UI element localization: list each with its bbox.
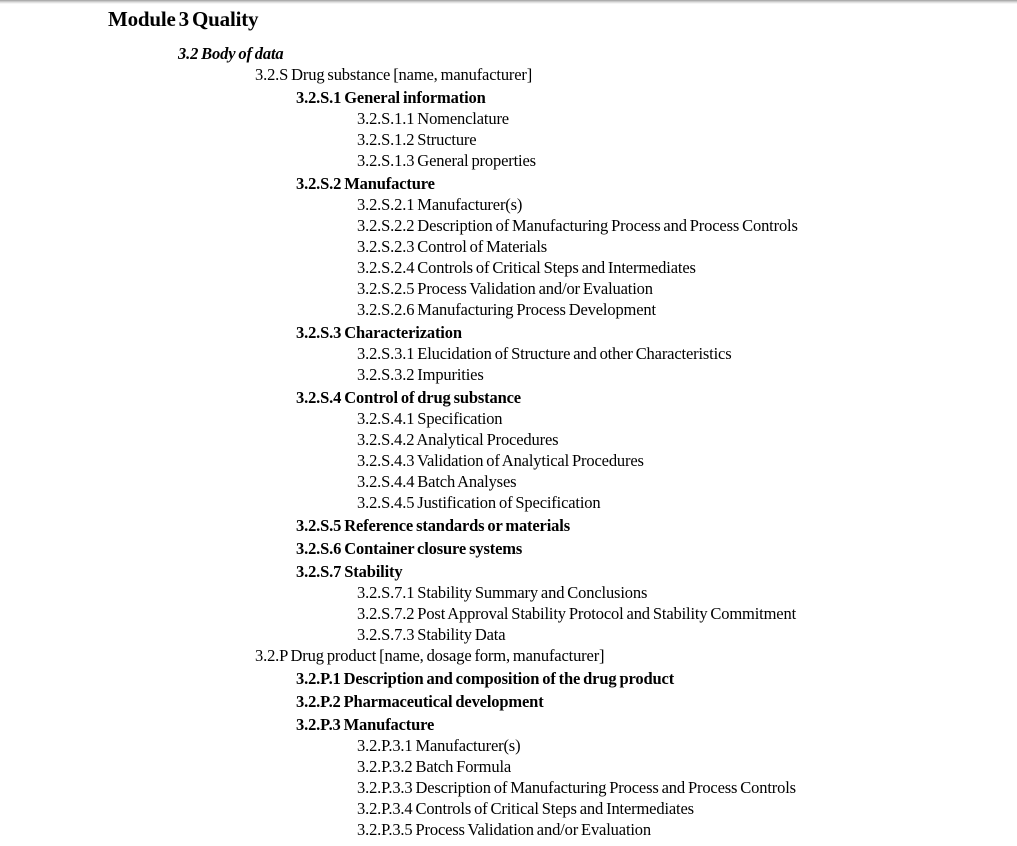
toc-line	[357, 819, 1017, 840]
toc-line	[357, 215, 1017, 236]
toc-line	[357, 343, 1017, 364]
toc-line-text: 3.2.S.3.2 Impurities	[357, 365, 484, 384]
toc-line-text: 3.2.S.2.6 Manufacturing Process Development	[357, 300, 656, 319]
toc-line	[296, 668, 1017, 689]
toc-line-text: 3.2.S.7.2 Post Approval Stability Protocol and Stability Commitment	[357, 604, 797, 623]
toc-line	[357, 108, 1017, 129]
toc-line-text: 3.2.S.7.1 Stability Summary and Conclusions	[357, 583, 648, 602]
toc-line-text: 3.2.S.4.1 Specification	[357, 409, 503, 428]
toc-line	[357, 278, 1017, 299]
toc-line	[296, 87, 1017, 108]
toc-line-text: 3.2.S.1 General information	[296, 88, 486, 107]
toc-line-text: 3.2.P.3.2 Batch Formula	[357, 757, 512, 776]
toc-line	[357, 129, 1017, 150]
toc-list	[0, 43, 1017, 840]
toc-line	[357, 471, 1017, 492]
toc-line-text: 3.2.S.4 Control of drug substance	[296, 388, 521, 407]
toc-line	[357, 257, 1017, 278]
toc-line-text: 3.2.P.3.5 Process Validation and/or Evaluation	[357, 820, 652, 839]
toc-line	[296, 387, 1017, 408]
toc-line	[296, 515, 1017, 536]
toc-line-text: 3.2.S.6 Container closure systems	[296, 539, 523, 558]
toc-line-text: 3.2 Body of data	[178, 44, 284, 63]
toc-line	[296, 322, 1017, 343]
toc-line	[357, 624, 1017, 645]
toc-line-text: 3.2.S.3.1 Elucidation of Structure and other Characteristics	[357, 344, 732, 363]
toc-line	[357, 777, 1017, 798]
toc-line	[296, 173, 1017, 194]
toc-line-text: 3.2.P.3.4 Controls of Critical Steps and Intermediates	[357, 799, 694, 818]
toc-line	[357, 150, 1017, 171]
toc-line-text: 3.2.S.2.1 Manufacturer(s)	[357, 195, 523, 214]
toc-line-text: 3.2.S.2.4 Controls of Critical Steps and Intermediates	[357, 258, 696, 277]
toc-line	[296, 538, 1017, 559]
toc-line	[357, 603, 1017, 624]
toc-line-text: 3.2.S.1.3 General properties	[357, 151, 536, 170]
toc-line-text: 3.2.P.3 Manufacture	[296, 715, 435, 734]
toc-line	[357, 236, 1017, 257]
toc-line-text: 3.2.S.1.1 Nomenclature	[357, 109, 509, 128]
toc-line-text: 3.2.S.7 Stability	[296, 562, 403, 581]
toc-line-text: 3.2.S.4.2 Analytical Procedures	[357, 430, 559, 449]
toc-line	[357, 492, 1017, 513]
toc-line	[357, 194, 1017, 215]
toc-line-text: 3.2.S.4.3 Validation of Analytical Procedures	[357, 451, 644, 470]
toc-line-text: 3.2.S.3 Characterization	[296, 323, 462, 342]
toc-line-text: 3.2.S.1.2 Structure	[357, 130, 477, 149]
toc-line	[357, 408, 1017, 429]
toc-line	[357, 735, 1017, 756]
toc-line	[255, 64, 1017, 85]
toc-line	[296, 691, 1017, 712]
toc-line	[357, 450, 1017, 471]
toc-line-text: 3.2.S Drug substance [name, manufacturer]	[255, 65, 533, 84]
toc-line-text: 3.2.S.2.2 Description of Manufacturing Process and Process Controls	[357, 216, 798, 235]
toc-line	[357, 299, 1017, 320]
toc-line-text: 3.2.S.2.5 Process Validation and/or Evaluation	[357, 279, 653, 298]
toc-line	[255, 645, 1017, 666]
toc-line	[357, 798, 1017, 819]
toc-line	[357, 364, 1017, 385]
toc-line	[296, 714, 1017, 735]
toc-line-text: 3.2.S.4.4 Batch Analyses	[357, 472, 517, 491]
toc-line-text: 3.2.S.5 Reference standards or materials	[296, 516, 570, 535]
page-title: Module 3 Quality	[108, 7, 259, 31]
toc-line-text: 3.2.S.2 Manufacture	[296, 174, 435, 193]
toc-line-text: 3.2.P.2 Pharmaceutical development	[296, 692, 544, 711]
toc-line-text: 3.2.S.7.3 Stability Data	[357, 625, 506, 644]
toc-line	[357, 582, 1017, 603]
toc-line-text: 3.2.P.3.1 Manufacturer(s)	[357, 736, 521, 755]
toc-line	[178, 43, 1017, 64]
toc-line-text: 3.2.P Drug product [name, dosage form, manufacturer]	[255, 646, 605, 665]
toc-line-text: 3.2.P.3.3 Description of Manufacturing Process and Process Controls	[357, 778, 796, 797]
toc-line	[296, 561, 1017, 582]
toc-line-text: 3.2.S.2.3 Control of Materials	[357, 237, 548, 256]
toc-line	[357, 429, 1017, 450]
toc-line-text: 3.2.P.1 Description and composition of the drug product	[296, 669, 675, 688]
toc-line-text: 3.2.S.4.5 Justification of Specification	[357, 493, 601, 512]
toc-line	[357, 756, 1017, 777]
